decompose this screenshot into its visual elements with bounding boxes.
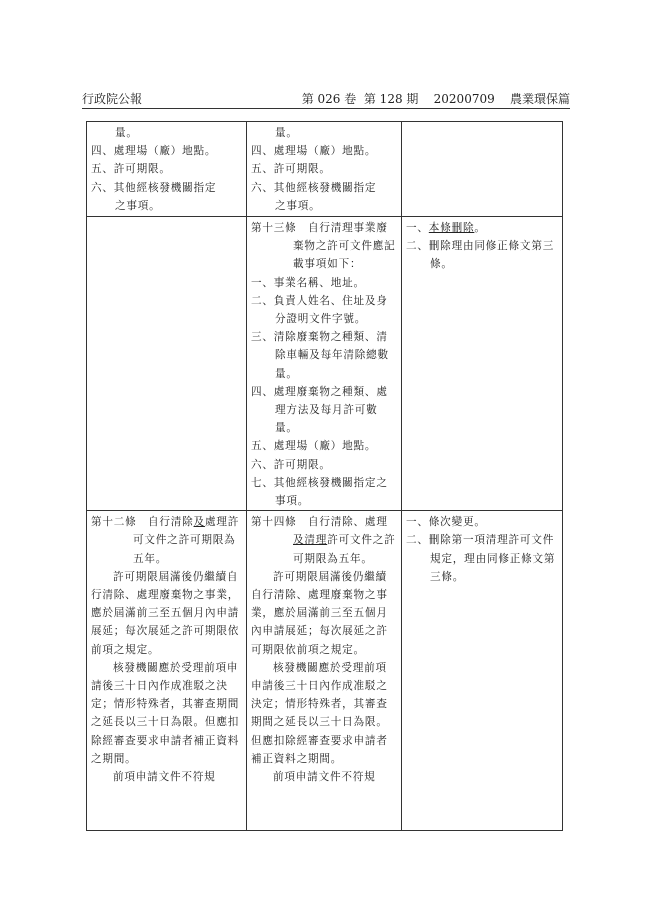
list-item: 五、許可期限。: [91, 163, 171, 176]
original-text-cell: [247, 217, 402, 511]
original-text-cell: [247, 511, 402, 831]
article-13-heading: 第十三條 自行清理事業廢棄物之許可文件應記載事項如下：: [251, 222, 396, 271]
list-item: 二、負責人姓名、住址及身分證明文件字號。: [251, 294, 388, 326]
deleted-note: 本條刪除: [428, 222, 475, 234]
table-row: [87, 122, 563, 217]
paragraph: 前項申請文件不符規: [273, 771, 376, 784]
issue-info: 第 026 卷 第 128 期 20200709 農業環保篇: [301, 92, 570, 106]
paragraph: 核發機關應於受理前項申請後三十日內作成准駁之決定；情形特殊者，其審查期間之延長以三十日為限。但應扣除經審查要求申請者補正資料之期間。: [91, 661, 240, 765]
list-item: 之事項。: [275, 199, 321, 212]
list-item: 六、其他經核發機關指定: [251, 181, 377, 194]
list-item: 四、處理廢棄物之種類、處理方法及每月許可數量。: [251, 385, 388, 435]
current-text-cell: [87, 122, 247, 217]
list-item: 六、其他經核發機關指定: [91, 181, 217, 194]
paragraph: 核發機關應於受理前項申請後三十日內作成准駁之決定；情形特殊者，其審查期間之延長以三十日為限。但應扣除經審查要求申請者補正資料之期間。: [251, 661, 388, 765]
table-row: [87, 511, 563, 831]
explanation-cell: [402, 511, 563, 831]
explanation-item: 二、刪除理由同修正條文第三條。: [406, 240, 555, 271]
explanation-item: 二、刪除第一項清理許可文件規定，理由同修正條文第三條。: [406, 534, 556, 583]
list-item: 量。: [115, 127, 138, 139]
list-item: 一、事業名稱、地址。: [251, 276, 365, 289]
current-text-cell: [87, 511, 247, 831]
list-item: 四、處理場（廠）地點。: [91, 145, 217, 158]
article-12-heading: 第十二條 自行清除及處理許可文件之許可期限為五年。: [91, 516, 240, 565]
list-item: 五、處理場（廠）地點。: [251, 440, 377, 453]
explanation-item: 一、條次變更。: [406, 516, 486, 529]
paragraph: 許可期限屆滿後仍繼續自行清除、處理廢棄物之事業，應於屆滿前三至五個月內申請展延；每次展延之許可期限依前項之規定。: [91, 570, 240, 656]
list-item: 四、處理場（廠）地點。: [251, 145, 377, 158]
list-item: 五、許可期限。: [251, 163, 331, 176]
explanation-cell: [402, 217, 563, 511]
list-item: 七、其他經核發機關指定之事項。: [251, 476, 388, 508]
explanation-cell: [402, 122, 563, 217]
explanation-item: 一、本條刪除。: [406, 222, 486, 234]
article-14-heading: 第十四條 自行清除、處理及清理許可文件之許可期限為五年。: [251, 516, 396, 565]
comparison-table: [86, 121, 563, 831]
paragraph: 許可期限屆滿後仍繼續自行清除、處理廢棄物之事業，應於屆滿前三至五個月內申請展延；每次展延之許可期限依前項之規定。: [251, 570, 388, 656]
paragraph: 前項申請文件不符規: [113, 771, 216, 784]
current-text-cell: [87, 217, 247, 511]
list-item: 六、許可期限。: [251, 458, 331, 471]
table-row: [87, 217, 563, 511]
gazette-header: [82, 88, 570, 109]
gazette-title: 行政院公報: [82, 92, 143, 106]
list-item: 三、清除廢棄物之種類、清除車輛及每年清除總數量。: [251, 331, 389, 380]
list-item: 之事項。: [115, 199, 161, 212]
original-text-cell: [247, 122, 402, 217]
list-item: 量。: [275, 127, 298, 139]
